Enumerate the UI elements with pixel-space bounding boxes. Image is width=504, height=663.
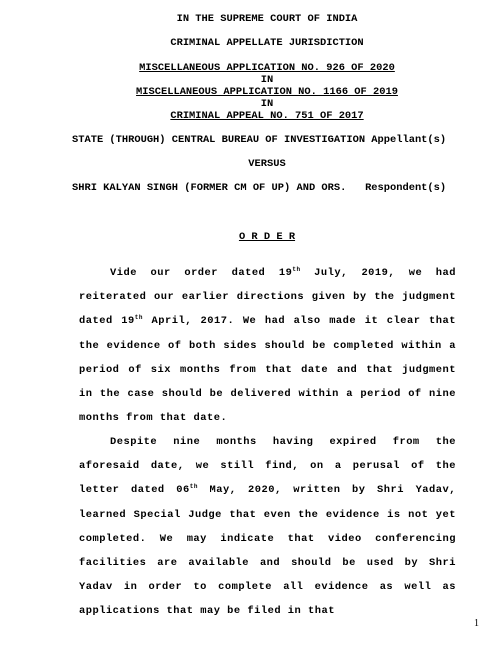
appellant-line: STATE (THROUGH) CENTRAL BUREAU OF INVESTIGATION Appellant(s): [72, 134, 447, 146]
para2-text-a: Despite nine months having expired from the aforesaid date, we still find, on a perusal of the letter dated 06: [79, 436, 456, 497]
order-paragraph-1: [79, 261, 456, 430]
para1-text-a: Vide our order dated 19: [110, 267, 293, 279]
case-application-1: MISCELLANEOUS APPLICATION NO. 926 OF 2020: [139, 62, 395, 74]
para1-superscript-b: th: [134, 314, 143, 322]
jurisdiction: CRIMINAL APPELLATE JURISDICTION: [170, 37, 364, 49]
court-name: IN THE SUPREME COURT OF INDIA: [176, 13, 358, 25]
in-connector-1: IN: [260, 74, 274, 86]
para1-text-c: April, 2017. We had also made it clear that the evidence of both sides should be completed within a period of six months from that date and that judgment in the case should be delivered within a period of nine months from that date.: [79, 315, 457, 425]
page-number: 1: [474, 618, 479, 629]
in-connector-2: IN: [260, 98, 274, 110]
respondent-line: SHRI KALYAN SINGH (FORMER CM OF UP) AND ORS. Respondent(s): [72, 182, 447, 194]
order-paragraph-2: [79, 430, 456, 624]
para1-superscript-a: th: [292, 266, 301, 273]
para1-text-b: July, 2019, we had reiterated our earlier directions given by the judgment dated 19: [79, 267, 456, 328]
case-appeal: CRIMINAL APPEAL NO. 751 OF 2017: [170, 110, 364, 122]
order-heading: O R D E R: [238, 231, 296, 243]
versus: VERSUS: [248, 158, 286, 170]
case-application-2: MISCELLANEOUS APPLICATION NO. 1166 OF 2019: [136, 86, 398, 98]
para2-superscript-a: th: [189, 483, 198, 491]
para2-text-b: May, 2020, written by Shri Yadav, learned Special Judge that even the evidence is not yet completed. We may indicate that video conferencing facilities are available and should be used by Shri Yadav in order to complete all evidence as well as applications that may be filed in that: [79, 484, 456, 618]
